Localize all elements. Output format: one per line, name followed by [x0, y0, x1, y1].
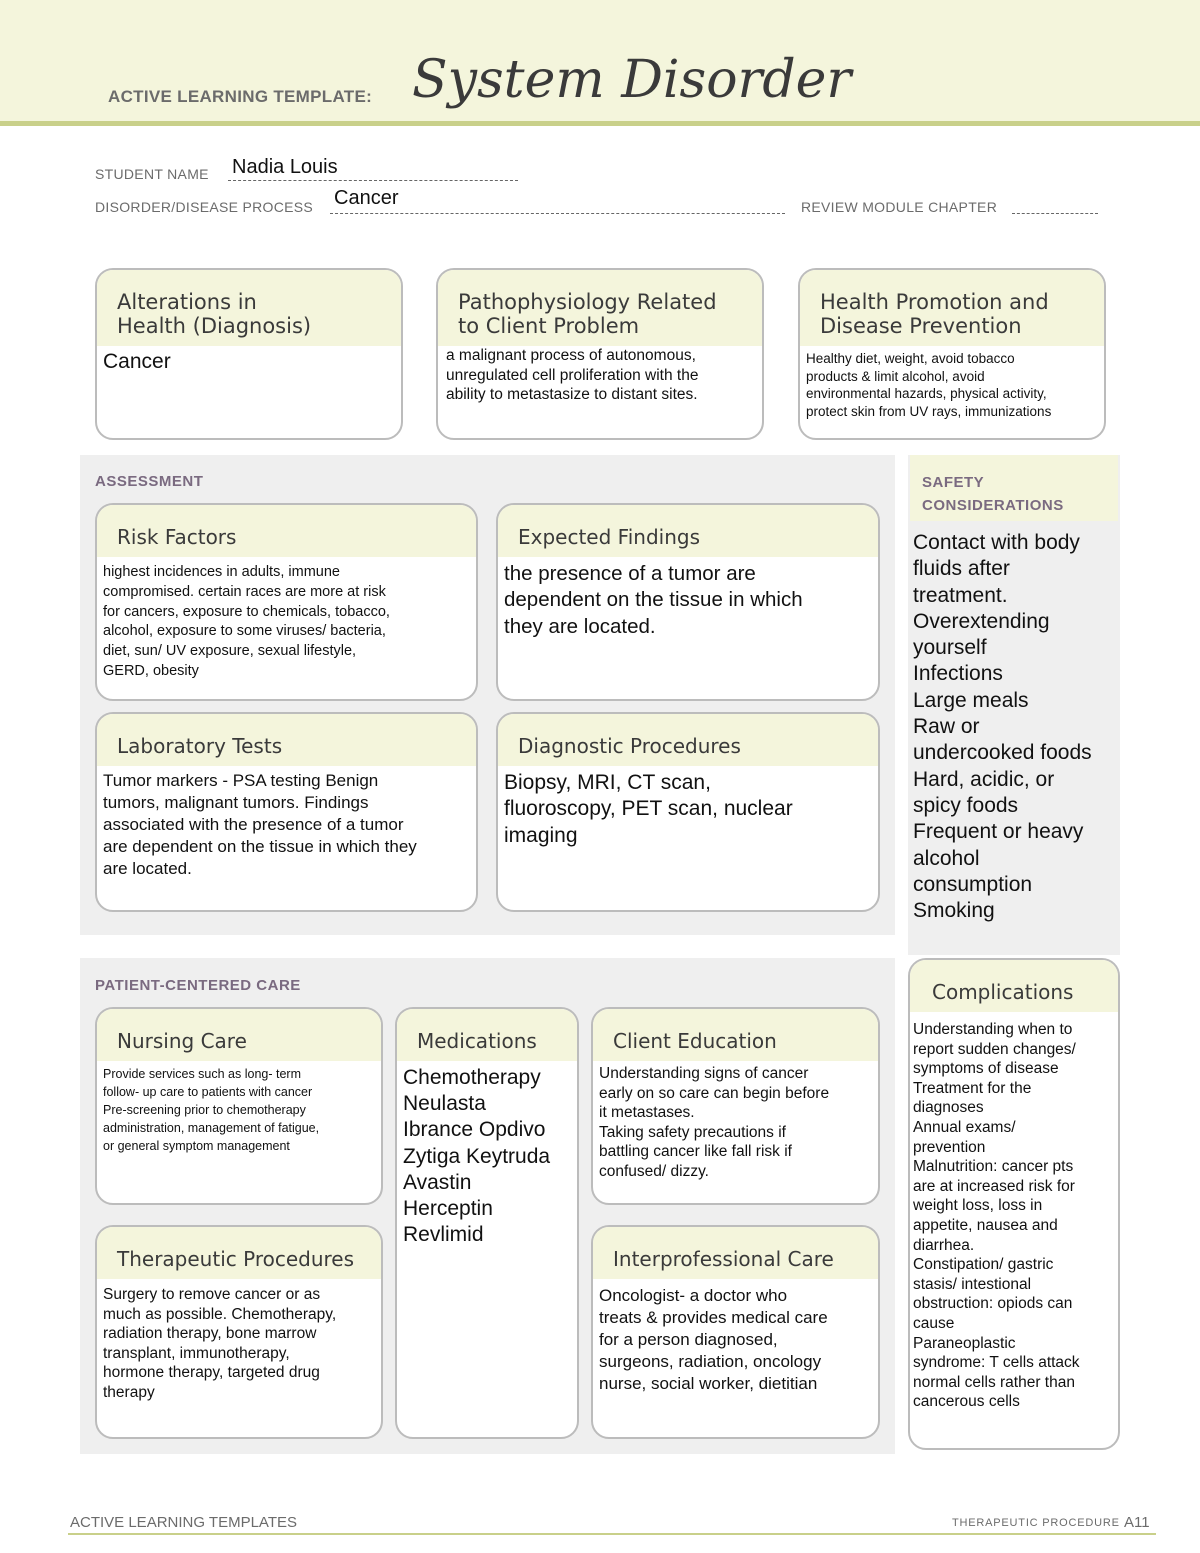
disorder-line[interactable]: [330, 213, 785, 214]
medications-title: Medications: [397, 1009, 577, 1061]
client-education-card: [591, 1007, 880, 1205]
therapeutic-procedures-body[interactable]: Surgery to remove cancer or as much as possible. Chemotherapy, radiation therapy, bone marrow transplant, immunotherapy, hormone therapy, targeted drug therapy: [103, 1286, 337, 1401]
expected-findings-body[interactable]: the presence of a tumor are dependent on the tissue in which they are located.: [504, 562, 803, 638]
review-module-line[interactable]: [1012, 213, 1098, 214]
interprofessional-care-card: [591, 1225, 880, 1439]
alterations-title: Alterations in Health (Diagnosis): [97, 270, 401, 346]
complications-title: Complications: [910, 960, 1118, 1012]
student-name-line[interactable]: [228, 180, 518, 181]
pathophysiology-card: [436, 268, 764, 440]
laboratory-tests-body[interactable]: Tumor markers - PSA testing Benign tumors, malignant tumors. Findings associated with the presence of a tumor are dependent on the tissue in which they are located.: [103, 771, 417, 878]
pathophysiology-body[interactable]: a malignant process of autonomous, unregulated cell proliferation with the ability to metastasize to distant sites.: [446, 347, 699, 403]
risk-factors-body[interactable]: highest incidences in adults, immune compromised. certain races are more at risk for cancers, exposure to chemicals, tobacco, alcohol, exposure to some viruses/ bacteria, diet, sun/ UV exposure, sexual lifestyle, GERD, obesity: [103, 564, 390, 679]
client-education-title: Client Education: [593, 1009, 878, 1061]
alterations-body[interactable]: Cancer: [103, 350, 171, 373]
therapeutic-procedures-card: [95, 1225, 383, 1439]
therapeutic-procedures-title: Therapeutic Procedures: [97, 1227, 381, 1279]
disorder-label: DISORDER/DISEASE PROCESS: [95, 199, 314, 215]
nursing-care-body[interactable]: Provide services such as long- term follow- up care to patients with cancer Pre-screening prior to chemotherapy administration, management of fatigue, or general symptom management: [103, 1067, 320, 1153]
complications-card: [908, 958, 1120, 1450]
student-name-label: STUDENT NAME: [95, 166, 209, 182]
patient-centered-care-title: PATIENT-CENTERED CARE: [95, 977, 301, 994]
diagnostic-procedures-title: Diagnostic Procedures: [498, 714, 878, 766]
safety-title: SAFETY CONSIDERATIONS: [910, 455, 1118, 521]
risk-factors-card: [95, 503, 478, 701]
disorder-value[interactable]: Cancer: [334, 187, 399, 209]
expected-findings-card: [496, 503, 880, 701]
footer-page-number: A11: [1124, 1514, 1150, 1531]
risk-factors-title: Risk Factors: [97, 505, 476, 557]
footer-divider: [68, 1533, 1156, 1535]
medications-body[interactable]: Chemotherapy Neulasta Ibrance Opdivo Zytiga Keytruda Avastin Herceptin Revlimid: [403, 1066, 551, 1247]
footer-right-label: THERAPEUTIC PROCEDURE: [952, 1517, 1120, 1529]
nursing-care-title: Nursing Care: [97, 1009, 381, 1061]
review-module-label: REVIEW MODULE CHAPTER: [801, 199, 998, 215]
interprofessional-care-title: Interprofessional Care: [593, 1227, 878, 1279]
laboratory-tests-title: Laboratory Tests: [97, 714, 476, 766]
laboratory-tests-card: [95, 712, 478, 912]
interprofessional-care-body[interactable]: Oncologist- a doctor who treats & provides medical care for a person diagnosed, surgeons, radiation, oncology nurse, social worker, dietitian: [599, 1286, 828, 1393]
assessment-title: ASSESSMENT: [95, 473, 204, 490]
nursing-care-card: [95, 1007, 383, 1205]
health-promotion-card: [798, 268, 1106, 440]
expected-findings-title: Expected Findings: [498, 505, 878, 557]
footer-left-label: ACTIVE LEARNING TEMPLATES: [70, 1514, 297, 1531]
alterations-card: [95, 268, 403, 440]
safety-body[interactable]: Contact with body fluids after treatment. Overextending yourself Infections Large meals Raw or undercooked foods Hard, acidic, or spicy foods Frequent or heavy alcohol consumption Smoking: [913, 531, 1092, 923]
complications-body[interactable]: Understanding when to report sudden changes/ symptoms of disease Treatment for the diagnoses Annual exams/ prevention Malnutrition: cancer pts are at increased risk for weight loss, loss in appetite, nausea and diarrhea. Constipation/ gastric stasis/ intestional obstruction: opiods can cause Paraneoplastic syndrome: T cells attack normal cells rather than cancerous cells: [913, 1021, 1080, 1411]
student-name-value[interactable]: Nadia Louis: [232, 156, 338, 178]
pathophysiology-title: Pathophysiology Related to Client Problem: [438, 270, 762, 346]
diagnostic-procedures-card: [496, 712, 880, 912]
diagnostic-procedures-body[interactable]: Biopsy, MRI, CT scan, fluoroscopy, PET scan, nuclear imaging: [504, 771, 793, 847]
health-promotion-title: Health Promotion and Disease Prevention: [800, 270, 1104, 346]
template-label: ACTIVE LEARNING TEMPLATE:: [108, 87, 373, 106]
client-education-body[interactable]: Understanding signs of cancer early on so care can begin before it metastases. Taking safety precautions if battling cancer like fall risk if confused/ dizzy.: [599, 1065, 830, 1180]
medications-card: [395, 1007, 579, 1439]
health-promotion-body[interactable]: Healthy diet, weight, avoid tobacco products & limit alcohol, avoid environmental hazards, physical activity, protect skin from UV rays, immunizations: [806, 351, 1052, 419]
page-title: System Disorder: [412, 50, 852, 110]
